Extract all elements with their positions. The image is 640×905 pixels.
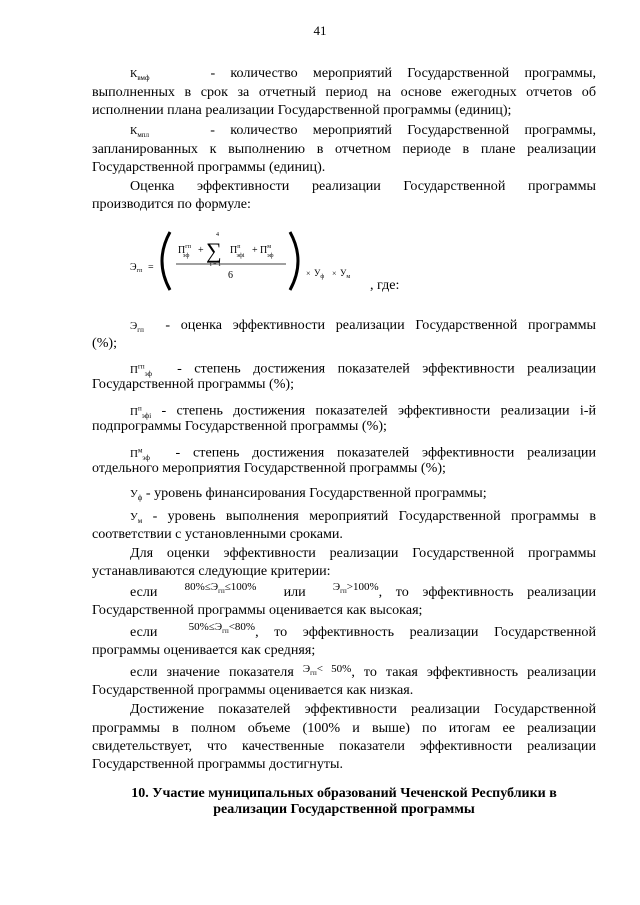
section-heading-line-1: 10. Участие муниципальных образований Чеченской Республики в [131, 786, 557, 801]
def-k-vmf-line-2: выполненных в срок за отчетный период на основе ежегодных отчетов об [92, 84, 596, 100]
def-k-mpl-line-3: Государственной программы (единиц). [92, 159, 326, 175]
sum-lower-limit: i = 1 [210, 262, 222, 268]
u-m-symbol: $У_м$ [130, 511, 143, 526]
u-f-symbol: $У_ф$ [130, 488, 143, 503]
conclusion-line-2: программы в полном объеме (100% и выше) по итогам ее реализации [92, 720, 596, 736]
section-heading-line-2: реализации Государственной программы [213, 802, 475, 817]
formula-intro-line-1: Оценка эффективности реализации Государственной программы [130, 178, 596, 194]
def-p-gp-line-1: $П^{гп}_{эф}$ - степень достижения показателей эффективности реализации [130, 360, 597, 378]
criteria-intro-line-2: устанавливаются следующие критерии: [92, 563, 331, 579]
def-e-gp-line-1: $Э_{гп}$ - оценка эффективности реализации Государственной программы [130, 317, 597, 335]
formula-equals: = [148, 262, 154, 273]
p-n-symbol: $П^п_{эфi}$ [130, 404, 152, 420]
def-k-vmf-line-1: $К_{вмф}$ - количество мероприятий Государственной программы, [130, 65, 597, 83]
term-p-gp: $П^{гп}$ эф [178, 244, 191, 259]
factor-u-f: $У_ф$ [314, 268, 325, 280]
def-p-m-line-1: $П^м_{эф}$ - степень достижения показателей эффективности реализации [130, 444, 597, 462]
criterion-medium-range: 50%≤Эгп<80% [188, 621, 256, 636]
def-k-mpl-line-2: запланированных к выполнению в отчетном периоде в плане реализации [92, 141, 596, 157]
criterion-low-line-2: Государственной программы оценивается как низкая. [92, 682, 414, 698]
conclusion-line-3: свидетельствует, что качественные показатели эффективности реализации [92, 738, 596, 754]
p-gp-symbol: $П^{гп}_{эф}$ [130, 362, 153, 378]
sum-upper-limit: 4 [216, 232, 219, 238]
def-e-gp-line-2: (%); [92, 335, 118, 351]
e-gp-symbol: $Э_{гп}$ [130, 320, 144, 335]
conclusion-line-4: Государственной программы достигнуты. [92, 756, 344, 772]
def-p-gp-line-2: Государственной программы (%); [92, 376, 295, 392]
page-number: 41 [313, 23, 327, 38]
conclusion-line-1: Достижение показателей эффективности реализации Государственной [130, 701, 596, 717]
def-p-n-line-1: $П^п_{эфi}$ - степень достижения показателей эффективности реализации i-й [130, 402, 596, 420]
criterion-low-range: Эгп< 50% [302, 663, 352, 678]
k-vmf-symbol: $К_{вмф}$ [130, 68, 150, 83]
formula-lhs: $Э_{гп}$ [130, 262, 143, 274]
term-p-n: $П^п$ эфi [230, 244, 245, 259]
plus-2: + [252, 245, 258, 256]
formula-intro-line-2: производится по формуле: [92, 196, 251, 212]
def-k-vmf-line-3: исполнении плана реализации Государственной программы (единиц); [92, 102, 512, 118]
criteria-intro-line-1: Для оценки эффективности реализации Государственной программы [130, 545, 596, 561]
criterion-medium-line-2: программы оценивается как средняя; [92, 642, 316, 658]
def-u-f-line: $У_ф$ - уровень финансирования Государственной программы; [130, 485, 487, 503]
criterion-high-over: Эгп>100% [332, 581, 379, 596]
def-k-mpl-line-1: $К_{мпл}$ - количество мероприятий Государственной программы, [130, 122, 596, 140]
def-p-n-line-2: подпрограммы Государственной программы (%); [92, 418, 387, 434]
plus-1: + [198, 245, 204, 256]
k-mpl-symbol: $К_{мпл}$ [130, 125, 150, 140]
criterion-low-line-1: если значение показателя $^{Э_{гп}< 50\%}$, то такая эффективность реализации [130, 663, 596, 680]
def-u-m-line-1: $У_м$ - уровень выполнения мероприятий Государственной программы в [130, 508, 596, 526]
right-paren [290, 232, 298, 290]
criterion-medium-line-1: если $^{50\%\le Э_{гп}<80\%}$, то эффективность реализации Государственной [130, 621, 596, 640]
def-p-m-line-2: отдельного мероприятия Государственной программы (%); [92, 460, 446, 476]
criterion-high-line-2: Государственной программы оценивается как высокая; [92, 602, 423, 618]
criterion-high-range: 80%≤Эгп≤100% [184, 581, 257, 596]
def-u-m-line-2: соответствии с установленными сроками. [92, 526, 343, 542]
factor-u-m: $У_м$ [340, 268, 351, 280]
denominator: 6 [228, 270, 233, 281]
sum-sign: ∑ [206, 238, 222, 263]
p-m-symbol: $П^м_{эф}$ [130, 446, 150, 462]
times-2: × [332, 269, 337, 278]
left-paren [162, 232, 170, 290]
term-p-m: $П^м$ эф [260, 244, 274, 259]
criterion-high-line-1: если $^{80\%\le Э_{гп}\le 100\%}$ или $^{Э_{гп}>100\%}$, то эффективность реализации [130, 581, 597, 600]
times-1: × [306, 269, 311, 278]
where-label: , где: [370, 277, 400, 293]
